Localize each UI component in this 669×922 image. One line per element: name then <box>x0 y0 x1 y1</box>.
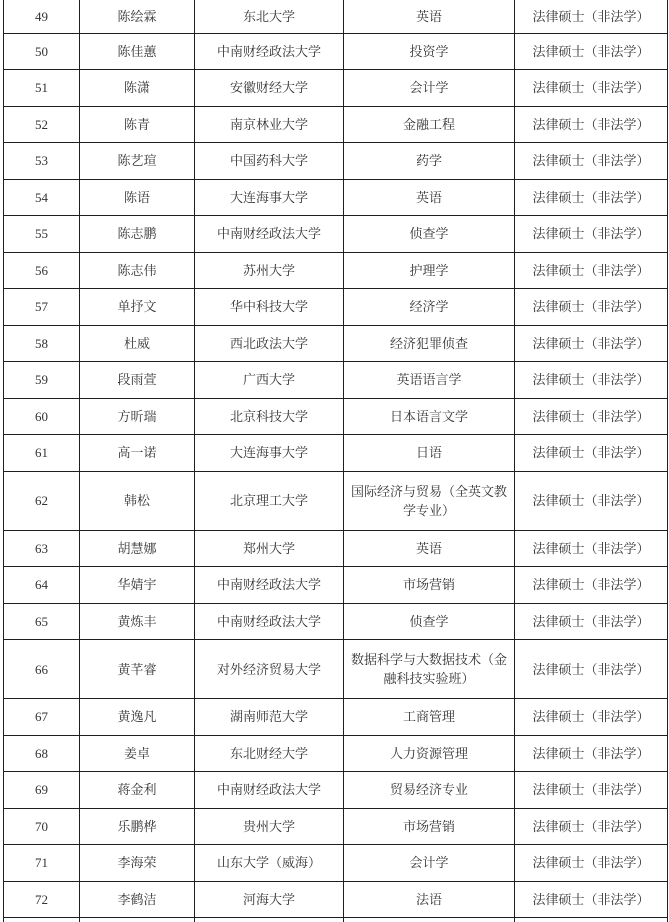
cell-degree: 法律硕士（非法学） <box>515 0 668 33</box>
cell-degree: 法律硕士（非法学） <box>515 216 668 253</box>
cell-degree: 法律硕士（非法学） <box>515 325 668 362</box>
table-row <box>4 398 668 435</box>
cell-university: 西北政法大学 <box>195 325 344 362</box>
table-row <box>4 216 668 253</box>
cell-degree: 法律硕士（非法学） <box>515 567 668 604</box>
cell-university: 华中科技大学 <box>195 289 344 326</box>
cell-name: 陈青 <box>80 106 195 143</box>
cell-no: 52 <box>4 106 80 143</box>
cell-name: 段雨萱 <box>80 362 195 399</box>
cell-degree: 法律硕士（非法学） <box>515 699 668 736</box>
cell-major: 侦查学 <box>344 603 515 640</box>
cell-no: 68 <box>4 735 80 772</box>
cell-degree: 法律硕士（非法学） <box>515 398 668 435</box>
cell-major: 英语 <box>344 179 515 216</box>
cell-degree <box>515 918 668 922</box>
cell-university: 中南财经政法大学 <box>195 567 344 604</box>
cell-name: 李海荣 <box>80 845 195 882</box>
cell-name: 陈语 <box>80 179 195 216</box>
table-row <box>4 325 668 362</box>
cell-name: 蒋金利 <box>80 772 195 809</box>
cell-degree: 法律硕士（非法学） <box>515 33 668 70</box>
cell-no: 72 <box>4 881 80 918</box>
table-row <box>4 33 668 70</box>
cell-university: 苏州大学 <box>195 252 344 289</box>
cell-no: 60 <box>4 398 80 435</box>
table-row <box>4 0 668 33</box>
cell-university: 对外经济贸易大学 <box>195 640 344 699</box>
admission-table <box>3 0 668 922</box>
table-row <box>4 735 668 772</box>
cell-major: 会计学 <box>344 70 515 107</box>
cell-university: 大连海事大学 <box>195 435 344 472</box>
cell-university: 安徽财经大学 <box>195 70 344 107</box>
cell-major: 侦查学 <box>344 216 515 253</box>
table-row <box>4 699 668 736</box>
cell-no: 59 <box>4 362 80 399</box>
cell-name: 华婧宇 <box>80 567 195 604</box>
cell-no: 57 <box>4 289 80 326</box>
cell-name: 黄逸凡 <box>80 699 195 736</box>
cell-university: 北京科技大学 <box>195 398 344 435</box>
cell-major: 金融工程 <box>344 106 515 143</box>
cell-no: 62 <box>4 471 80 530</box>
cell-university: 贵州大学 <box>195 808 344 845</box>
cell-name: 胡慧娜 <box>80 530 195 567</box>
table-row <box>4 640 668 699</box>
cell-university: 中南财经政法大学 <box>195 772 344 809</box>
table-row <box>4 289 668 326</box>
cell-name: 乐鹏桦 <box>80 808 195 845</box>
cell-degree: 法律硕士（非法学） <box>515 362 668 399</box>
cell-university: 山东大学（威海） <box>195 845 344 882</box>
cell-name: 杜威 <box>80 325 195 362</box>
table-row <box>4 252 668 289</box>
cell-major: 投资学 <box>344 33 515 70</box>
cell-university: 湖南师范大学 <box>195 699 344 736</box>
cell-name: 姜卓 <box>80 735 195 772</box>
table-row <box>4 808 668 845</box>
table-row <box>4 845 668 882</box>
cell-degree: 法律硕士（非法学） <box>515 640 668 699</box>
cell-no: 64 <box>4 567 80 604</box>
cell-name <box>80 918 195 922</box>
cell-degree: 法律硕士（非法学） <box>515 179 668 216</box>
cell-degree: 法律硕士（非法学） <box>515 435 668 472</box>
cell-major <box>344 918 515 922</box>
table-row <box>4 179 668 216</box>
next-row-partial <box>4 918 668 922</box>
cell-degree: 法律硕士（非法学） <box>515 289 668 326</box>
cell-university: 广西大学 <box>195 362 344 399</box>
cell-major: 法语 <box>344 881 515 918</box>
cell-name: 陈佳蕙 <box>80 33 195 70</box>
cell-no: 70 <box>4 808 80 845</box>
cell-no: 63 <box>4 530 80 567</box>
cell-university: 中南财经政法大学 <box>195 216 344 253</box>
cell-degree: 法律硕士（非法学） <box>515 530 668 567</box>
cell-no: 58 <box>4 325 80 362</box>
cell-university: 大连海事大学 <box>195 179 344 216</box>
cell-degree: 法律硕士（非法学） <box>515 252 668 289</box>
cell-no: 71 <box>4 845 80 882</box>
cell-no: 55 <box>4 216 80 253</box>
cell-university: 河海大学 <box>195 881 344 918</box>
cell-major: 市场营销 <box>344 808 515 845</box>
cell-degree: 法律硕士（非法学） <box>515 70 668 107</box>
cell-no: 69 <box>4 772 80 809</box>
cell-degree: 法律硕士（非法学） <box>515 471 668 530</box>
table-row <box>4 772 668 809</box>
cell-university <box>195 918 344 922</box>
cell-no: 54 <box>4 179 80 216</box>
table-row <box>4 603 668 640</box>
cell-name: 黄炼丰 <box>80 603 195 640</box>
table-row <box>4 567 668 604</box>
cell-no: 67 <box>4 699 80 736</box>
cell-major: 市场营销 <box>344 567 515 604</box>
cell-major: 经济犯罪侦查 <box>344 325 515 362</box>
cell-university: 中南财经政法大学 <box>195 33 344 70</box>
cell-no: 51 <box>4 70 80 107</box>
cell-no: 56 <box>4 252 80 289</box>
cell-name: 陈绘霖 <box>80 0 195 33</box>
cell-no <box>4 918 80 922</box>
cell-name: 黄芊睿 <box>80 640 195 699</box>
table-row <box>4 143 668 180</box>
cell-university: 郑州大学 <box>195 530 344 567</box>
cell-major: 国际经济与贸易（全英文教学专业） <box>344 471 515 530</box>
cell-major: 数据科学与大数据技术（金融科技实验班） <box>344 640 515 699</box>
cell-university: 东北大学 <box>195 0 344 33</box>
cell-no: 53 <box>4 143 80 180</box>
table-row <box>4 435 668 472</box>
cell-degree: 法律硕士（非法学） <box>515 772 668 809</box>
admission-table-body <box>4 0 668 922</box>
cell-name: 李鹤洁 <box>80 881 195 918</box>
table-row <box>4 881 668 918</box>
cell-major: 会计学 <box>344 845 515 882</box>
cell-university: 中南财经政法大学 <box>195 603 344 640</box>
cell-major: 经济学 <box>344 289 515 326</box>
cell-major: 人力资源管理 <box>344 735 515 772</box>
cell-no: 50 <box>4 33 80 70</box>
cell-major: 英语 <box>344 0 515 33</box>
cell-major: 英语语言学 <box>344 362 515 399</box>
cell-major: 日本语言文学 <box>344 398 515 435</box>
cell-name: 陈志伟 <box>80 252 195 289</box>
cell-major: 工商管理 <box>344 699 515 736</box>
cell-name: 方昕瑞 <box>80 398 195 435</box>
cell-university: 东北财经大学 <box>195 735 344 772</box>
cell-degree: 法律硕士（非法学） <box>515 845 668 882</box>
table-row <box>4 106 668 143</box>
cell-major: 英语 <box>344 530 515 567</box>
cell-degree: 法律硕士（非法学） <box>515 881 668 918</box>
cell-major: 药学 <box>344 143 515 180</box>
table-row <box>4 70 668 107</box>
cell-no: 66 <box>4 640 80 699</box>
cell-degree: 法律硕士（非法学） <box>515 143 668 180</box>
cell-degree: 法律硕士（非法学） <box>515 808 668 845</box>
cell-no: 65 <box>4 603 80 640</box>
cell-university: 中国药科大学 <box>195 143 344 180</box>
cell-name: 韩松 <box>80 471 195 530</box>
cell-major: 贸易经济专业 <box>344 772 515 809</box>
cell-degree: 法律硕士（非法学） <box>515 603 668 640</box>
cell-name: 单抒文 <box>80 289 195 326</box>
cell-university: 北京理工大学 <box>195 471 344 530</box>
cell-name: 陈艺瑄 <box>80 143 195 180</box>
table-row <box>4 471 668 530</box>
cell-major: 日语 <box>344 435 515 472</box>
cell-name: 陈志鹏 <box>80 216 195 253</box>
cell-name: 陈潇 <box>80 70 195 107</box>
cell-no: 49 <box>4 0 80 33</box>
cell-no: 61 <box>4 435 80 472</box>
cell-degree: 法律硕士（非法学） <box>515 106 668 143</box>
table-row <box>4 362 668 399</box>
cell-major: 护理学 <box>344 252 515 289</box>
cell-degree: 法律硕士（非法学） <box>515 735 668 772</box>
cell-name: 高一诺 <box>80 435 195 472</box>
cell-university: 南京林业大学 <box>195 106 344 143</box>
table-row <box>4 530 668 567</box>
